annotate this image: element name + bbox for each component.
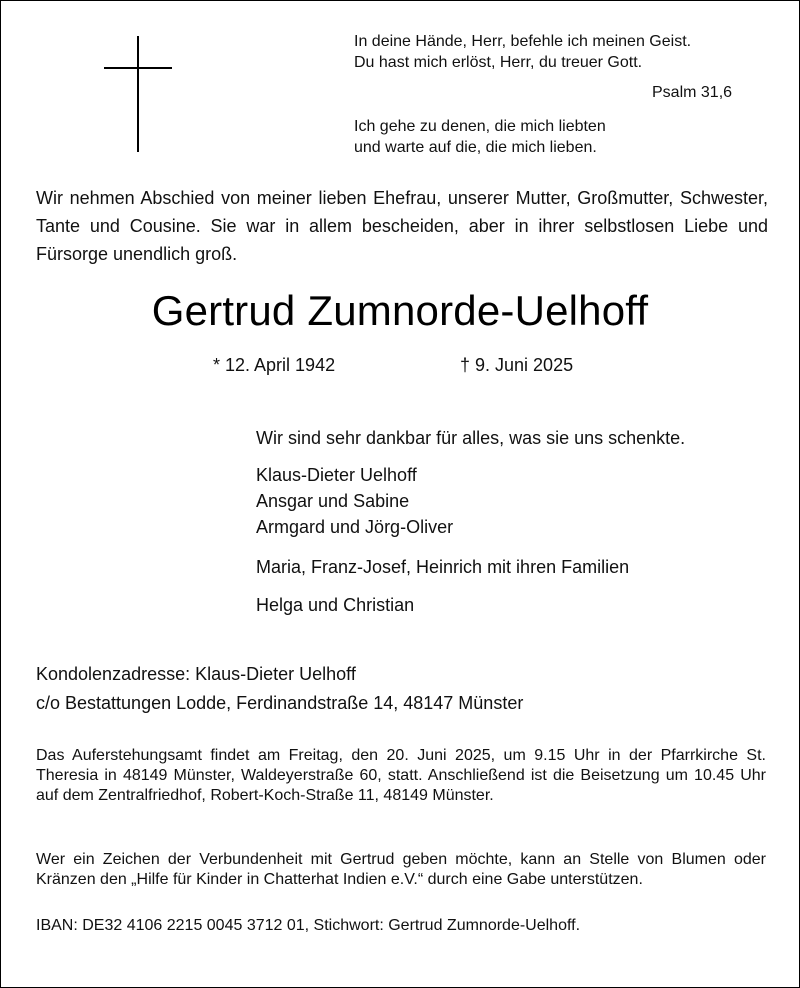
psalm-reference: Psalm 31,6 — [652, 84, 733, 101]
thanks-line: Wir sind sehr dankbar für alles, was sie uns schenkte. — [256, 428, 686, 448]
poem-line-1: Ich gehe zu denen, die mich liebten — [354, 118, 606, 135]
poem-line-2: und warte auf die, die mich lieben. — [354, 139, 597, 156]
mourner-line-5: Helga und Christian — [256, 595, 415, 615]
intro-text: Wir nehmen Abschied von meiner lieben Ehefrau, unserer Mutter, Großmutter, Schwester, Tante und Cousine. Sie war in allem bescheiden, aber in ihrer selbstlosen Liebe und Fürsorge unendlich groß. — [36, 188, 768, 264]
mourner-line-2: Ansgar und Sabine — [256, 491, 410, 511]
psalm-line-2: Du hast mich erlöst, Herr, du treuer Gott. — [354, 54, 643, 71]
iban-line: IBAN: DE32 4106 2215 0045 3712 01, Stichwort: Gertrud Zumnorde-Uelhoff. — [36, 917, 581, 934]
mourner-line-3: Armgard und Jörg-Oliver — [256, 517, 454, 537]
psalm-line-1: In deine Hände, Herr, befehle ich meinen Geist. — [354, 33, 692, 50]
service-info: Das Auferstehungsamt findet am Freitag, den 20. Juni 2025, um 9.15 Uhr in der Pfarrkirche St. Theresia in 48149 Münster, Waldeyerstraße 60, statt. Anschließend ist die Beisetzung um 10.45 Uhr auf dem Zentralfriedhof, Robert-Koch-Straße 11, 48149 Münster. — [36, 747, 766, 804]
death-date: † 9. Juni 2025 — [460, 355, 574, 375]
birth-date: * 12. April 1942 — [213, 355, 336, 375]
condolence-line-1: Kondolenzadresse: Klaus-Dieter Uelhoff — [36, 664, 356, 684]
mourner-line-4: Maria, Franz-Josef, Heinrich mit ihren Familien — [256, 557, 630, 577]
deceased-name: Gertrud Zumnorde-Uelhoff — [151, 287, 649, 334]
condolence-line-2: c/o Bestattungen Lodde, Ferdinandstraße 14, 48147 Münster — [36, 693, 524, 713]
mourner-line-1: Klaus-Dieter Uelhoff — [256, 465, 417, 485]
cross-icon — [104, 36, 172, 152]
donation-info: Wer ein Zeichen der Verbundenheit mit Gertrud geben möchte, kann an Stelle von Blumen oder Kränzen den „Hilfe für Kinder in Chatterhat Indien e.V.“ durch eine Gabe unterstützen. — [36, 851, 766, 888]
